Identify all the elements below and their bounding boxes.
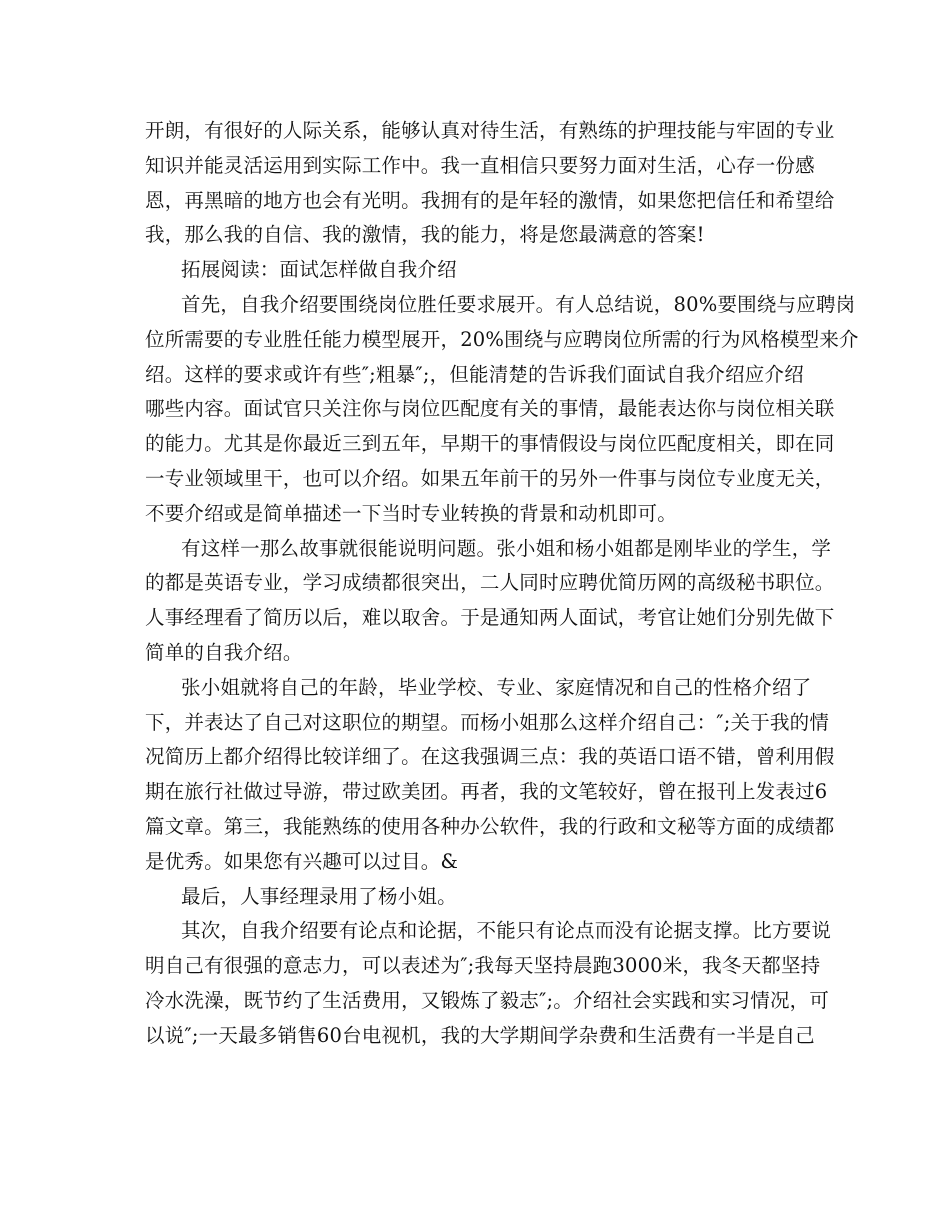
text-line: 张小姐就将自己的年龄，毕业学校、专业、家庭情况和自己的性格介绍了 [181, 675, 812, 699]
text-line: 不要介绍或是简单描述一下当时专业转换的背景和动机即可。 [145, 501, 677, 525]
text-line: 位所需要的专业胜任能力模型展开，20%围绕与应聘岗位所需的行为风格模型来介 [145, 327, 859, 351]
text-line: 期在旅行社做过导游，带过欧美团。再者，我的文笔较好，曾在报刊上发表过6 [145, 780, 828, 804]
text-line: 明自己有很强的意志力，可以表述为″;我每天坚持晨跑3000米，我冬天都坚持 [145, 954, 821, 978]
document-body [145, 114, 859, 1054]
text-line: 是优秀。如果您有兴趣可以过目。& [145, 849, 459, 873]
text-line: 我，那么我的自信、我的激情，我的能力，将是您最满意的答案! [145, 223, 705, 247]
text-line: 下，并表达了自己对这职位的期望。而杨小姐那么这样介绍自己：″;关于我的情 [145, 710, 830, 734]
text-line: 简单的自我介绍。 [145, 640, 303, 664]
text-line: 况简历上都介绍得比较详细了。在这我强调三点：我的英语口语不错，曾利用假 [145, 745, 835, 769]
text-line: 的能力。尤其是你最近三到五年，早期干的事情假设与岗位匹配度相关，即在同 [145, 432, 835, 456]
text-line: 以说″;一天最多销售60台电视机，我的大学期间学杂费和生活费有一半是自己 [145, 1023, 815, 1047]
text-line: 篇文章。第三，我能熟练的使用各种办公软件，我的行政和文秘等方面的成绩都 [145, 814, 835, 838]
text-line: 有这样一那么故事就很能说明问题。张小姐和杨小姐都是刚毕业的学生，学 [181, 536, 832, 560]
text-line: 一专业领域里干，也可以介绍。如果五年前干的另外一件事与岗位专业度无关， [145, 466, 835, 490]
text-line: 其次，自我介绍要有论点和论据，不能只有论点而没有论据支撑。比方要说 [181, 919, 832, 943]
text-line: 知识并能灵活运用到实际工作中。我一直相信只要努力面对生活，心存一份感 [145, 153, 815, 177]
text-line: 绍。这样的要求或许有些″;粗暴″;，但能清楚的告诉我们面试自我介绍应介绍 [145, 362, 804, 386]
text-line: 哪些内容。面试官只关注你与岗位匹配度有关的事情，最能表达你与岗位相关联 [145, 397, 835, 421]
text-line: 的都是英语专业，学习成绩都很突出，二人同时应聘优简历网的高级秘书职位。 [145, 571, 835, 595]
text-line: 恩，再黑暗的地方也会有光明。我拥有的是年轻的激情，如果您把信任和希望给 [145, 188, 835, 212]
text-line: 开朗，有很好的人际关系，能够认真对待生活，有熟练的护理技能与牢固的专业 [145, 119, 835, 142]
text-line: 冷水洗澡，既节约了生活费用，又锻炼了毅志″;。介绍社会实践和实习情况，可 [145, 988, 830, 1012]
text-line: 最后，人事经理录用了杨小姐。 [181, 884, 457, 908]
text-line: 拓展阅读：面试怎样做自我介绍 [181, 258, 457, 282]
text-line: 人事经理看了简历以后，难以取舍。于是通知两人面试，考官让她们分别先做下 [145, 606, 835, 630]
text-line: 首先，自我介绍要围绕岗位胜任要求展开。有人总结说，80%要围绕与应聘岗 [181, 292, 856, 316]
